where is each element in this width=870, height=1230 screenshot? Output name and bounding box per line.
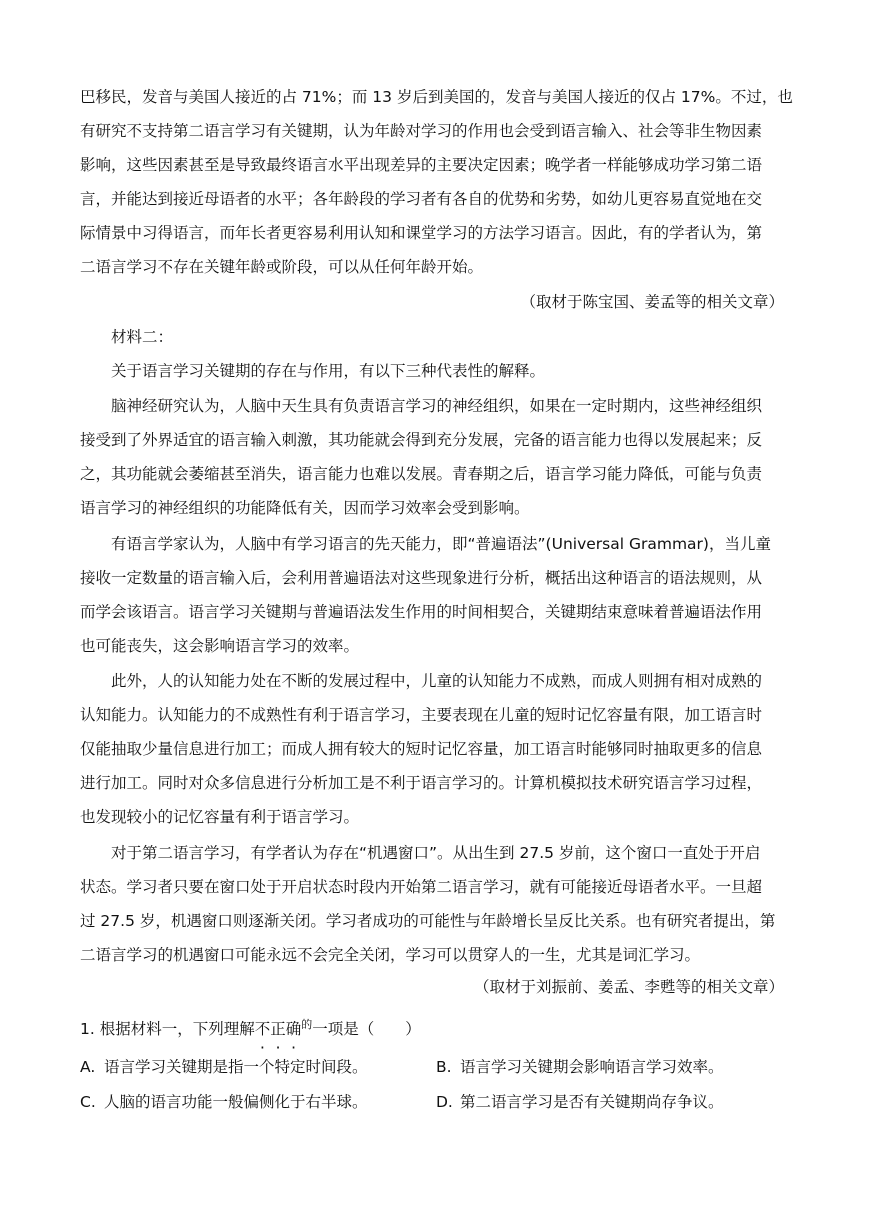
text-line: 际情景中习得语言，而年长者更容易利用认知和课堂学习的方法学习语言。因此，有的学者认为，第 <box>80 224 763 242</box>
text-line: 影响，这些因素甚至是导致最终语言水平出现差异的主要决定因素；晚学者一样能够成功学习第二语 <box>80 156 763 174</box>
text-line: 有研究不支持第二语言学习有关键期，认为年龄对学习的作用也会受到语言输入、社会等非生物因素 <box>80 122 763 140</box>
material2-paragraph-4 <box>80 836 790 972</box>
text-line: 状态。学习者只要在窗口处于开启状态时段内开始第二语言学习，就有可能接近母语者水平。一旦超 <box>80 878 763 896</box>
text-line: 接受到了外界适宜的语言输入刺激，其功能就会得到充分发展，完备的语言能力也得以发展起来；反 <box>80 431 763 449</box>
text-line: 接收一定数量的语言输入后，会利用普遍语法对这些现象进行分析，概括出这种语言的语法规则，从 <box>80 569 763 587</box>
emphasis-char-3: 确 <box>285 1020 302 1038</box>
option-text: 语言学习关键期会影响语言学习效率。 <box>460 1058 724 1076</box>
material2-paragraph-2 <box>80 527 790 663</box>
text-line: 二语言学习的机遇窗口可能永远不会完全关闭，学习可以贯穿人的一生，尤其是词汇学习。 <box>80 946 701 964</box>
text-line: 此外，人的认知能力处在不断的发展过程中，儿童的认知能力不成熟，而成人则拥有相对成熟的 <box>111 672 763 690</box>
question-prefix: 1. 根据材料一，下列理解 <box>80 1020 255 1038</box>
material2-paragraph-3 <box>80 664 790 834</box>
material2-source: （取材于刘振前、姜孟、李甦等的相关文章） <box>473 978 784 996</box>
text-line: 巴移民，发音与美国人接近的占 71%；而 13 岁后到美国的，发音与美国人接近的仅占 17%。不过，也 <box>80 88 793 106</box>
text-line: 进行加工。同时对众多信息进行分析加工是不利于语言学习的。计算机模拟技术研究语言学习过程， <box>80 774 763 792</box>
option-text: 人脑的语言功能一般偏侧化于右半球。 <box>104 1093 368 1111</box>
question-suffix: 一项是（ ） <box>312 1020 421 1038</box>
material1-paragraph <box>80 80 793 284</box>
option-b[interactable] <box>436 1052 724 1082</box>
text-line: 言，并能达到接近母语者的水平；各年龄段的学习者有各自的优势和劣势，如幼儿更容易直觉地在交 <box>80 190 763 208</box>
material2-intro: 关于语言学习关键期的存在与作用，有以下三种代表性的解释。 <box>111 362 546 380</box>
material2-paragraph-1 <box>80 389 790 525</box>
question-de: 的 <box>301 1018 313 1031</box>
text-line: 二语言学习不存在关键年龄或阶段，可以从任何年龄开始。 <box>80 258 484 276</box>
text-line: 有语言学家认为，人脑中有学习语言的先天能力，即“普遍语法”(Universal Grammar)，当儿童 <box>111 535 771 553</box>
text-line: 仅能抽取少量信息进行加工；而成人拥有较大的短时记忆容量，加工语言时能够同时抽取更多的信息 <box>80 740 763 758</box>
text-line: 也可能丧失，这会影响语言学习的效率。 <box>80 637 360 655</box>
emphasis-char-2: 正 <box>270 1020 286 1038</box>
option-a[interactable] <box>80 1052 368 1082</box>
emphasis-char-1: 不 <box>254 1020 271 1038</box>
text-line: 而学会该语言。语言学习关键期与普遍语法发生作用的时间相契合，关键期结束意味着普遍语法作用 <box>80 603 763 621</box>
text-line: 脑神经研究认为，人脑中天生具有负责语言学习的神经组织，如果在一定时期内，这些神经组织 <box>111 397 763 415</box>
question-1-stem <box>80 1010 421 1044</box>
option-text: 语言学习关键期是指一个特定时间段。 <box>104 1058 368 1076</box>
material1-source: （取材于陈宝国、姜孟等的相关文章） <box>520 293 784 311</box>
option-text: 第二语言学习是否有关键期尚存争议。 <box>460 1093 724 1111</box>
text-line: 也发现较小的记忆容量有利于语言学习。 <box>80 808 360 826</box>
text-line: 过 27.5 岁，机遇窗口则逐渐关闭。学习者成功的可能性与年龄增长呈反比关系。也有研究者提出，第 <box>80 912 776 930</box>
option-d[interactable] <box>436 1087 724 1117</box>
material2-heading: 材料二： <box>111 328 174 346</box>
option-letter: B. <box>436 1058 452 1076</box>
option-letter: D. <box>436 1093 453 1111</box>
option-letter: C. <box>80 1093 96 1111</box>
question-emphasis <box>255 1020 302 1038</box>
text-line: 认知能力。认知能力的不成熟性有利于语言学习，主要表现在儿童的短时记忆容量有限，加工语言时 <box>80 706 763 724</box>
option-c[interactable] <box>80 1087 368 1117</box>
material2-header <box>80 320 790 388</box>
text-line: 对于第二语言学习，有学者认为存在“机遇窗口”。从出生到 27.5 岁前，这个窗口一直处于开启 <box>111 844 761 862</box>
text-line: 语言学习的神经组织的功能降低有关，因而学习效率会受到影响。 <box>80 499 530 517</box>
option-letter: A. <box>80 1058 96 1076</box>
text-line: 之，其功能就会萎缩甚至消失，语言能力也难以发展。青春期之后，语言学习能力降低，可能与负责 <box>80 465 763 483</box>
